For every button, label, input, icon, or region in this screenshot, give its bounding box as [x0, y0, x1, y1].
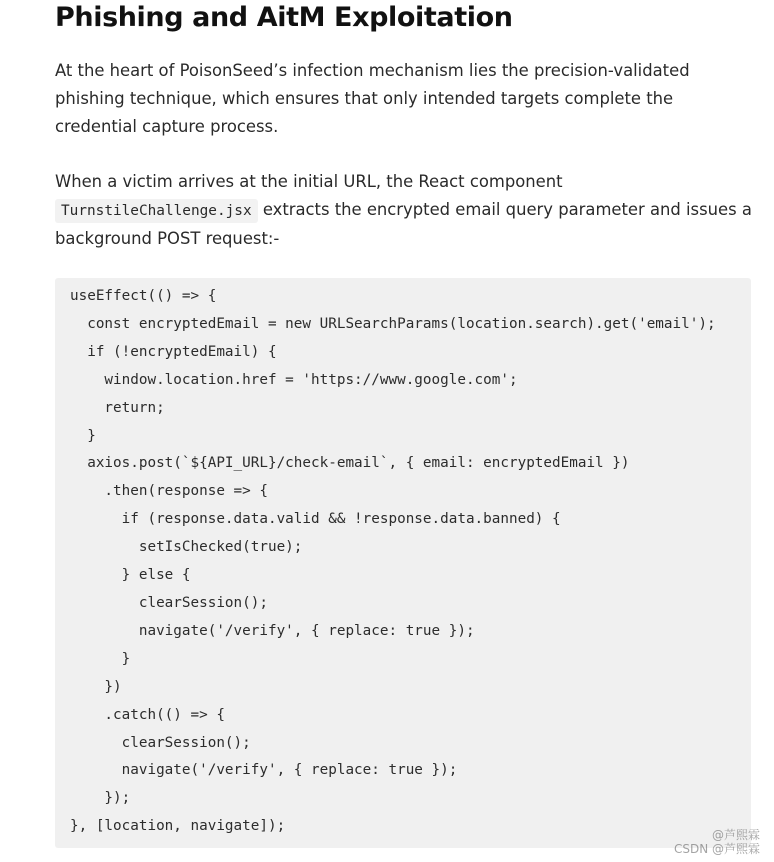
code-line: setIsChecked(true);: [70, 539, 303, 556]
code-block[interactable]: [55, 278, 751, 848]
inline-code-component: TurnstileChallenge.jsx: [55, 199, 258, 223]
code-line: if (response.data.valid && !response.data.banned) {: [70, 511, 561, 528]
intro-paragraph: At the heart of PoisonSeed’s infection mechanism lies the precision-validated phishing technique, which ensures that only intended targets complete the credential capture process.: [55, 61, 690, 136]
watermark: [674, 828, 760, 856]
code-line: }, [location, navigate]);: [70, 818, 286, 835]
code-line: .catch(() => {: [70, 706, 225, 723]
code-line: }): [70, 678, 122, 695]
code-line: }: [70, 650, 131, 667]
code-line: }: [70, 427, 96, 444]
paragraph-text-after: extracts the encrypted email query parameter and issues a background POST request:-: [55, 200, 752, 248]
watermark-line-2: CSDN @芦熙霖: [673, 842, 760, 856]
code-line: } else {: [70, 567, 191, 584]
watermark-line-1: @芦熙霖: [711, 828, 760, 842]
code-line: const encryptedEmail = new URLSearchParams(location.search).get('email');: [70, 315, 716, 332]
code-line: navigate('/verify', { replace: true });: [70, 762, 458, 779]
code-line: if (!encryptedEmail) {: [70, 343, 277, 360]
code-line: });: [70, 790, 131, 807]
code-line: useEffect(() => {: [70, 288, 217, 304]
code-line: .then(response => {: [70, 483, 268, 500]
code-line: clearSession();: [70, 734, 251, 751]
code-line: clearSession();: [70, 594, 268, 611]
code-line: axios.post(`${API_URL}/check-email`, { email: encryptedEmail }): [70, 455, 630, 472]
code-line: return;: [70, 399, 165, 416]
paragraph-text-before: When a victim arrives at the initial URL, the React component: [55, 172, 563, 191]
section-heading: Phishing and AitM Exploitation: [55, 2, 513, 33]
code-line: window.location.href = 'https://www.google.com';: [70, 371, 518, 388]
code-line: navigate('/verify', { replace: true });: [70, 622, 475, 639]
component-paragraph: [55, 168, 755, 253]
